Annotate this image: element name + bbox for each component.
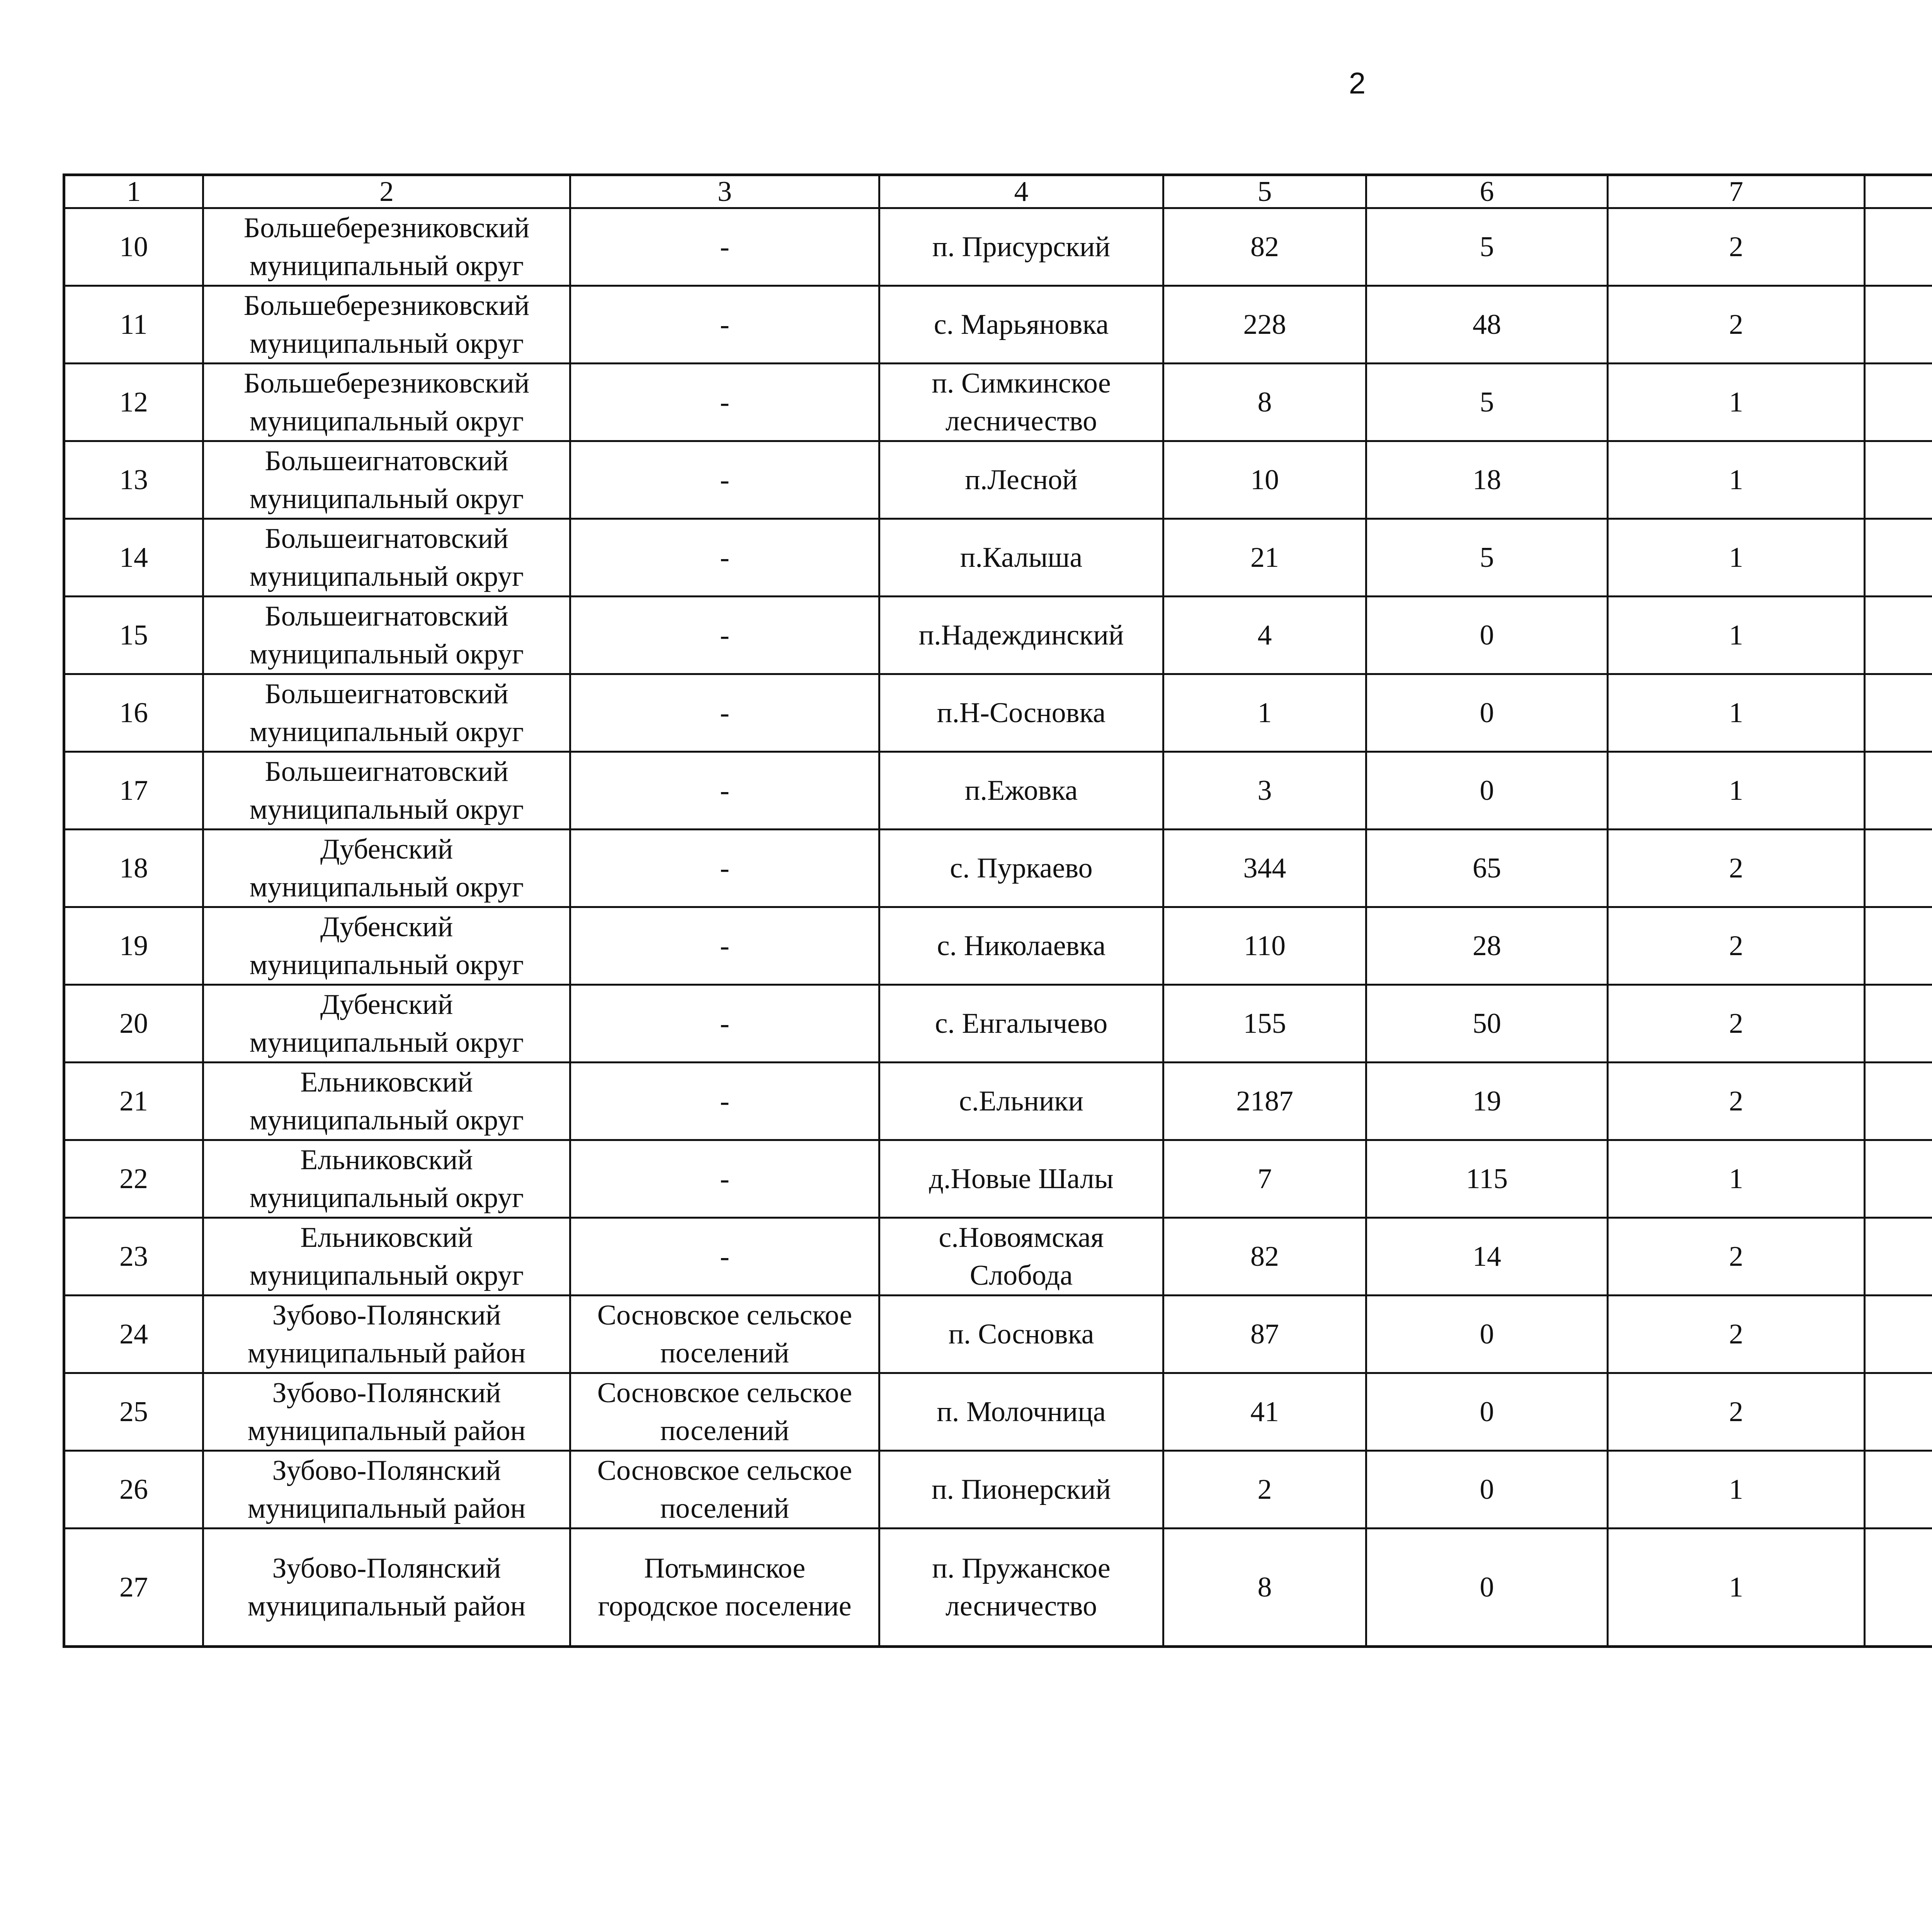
district-cell: Зубово-Полянский муниципальный район [203, 1296, 570, 1373]
value-cell-col8 [1865, 1296, 1932, 1373]
value-cell-col7: 1 [1608, 364, 1865, 441]
value-cell-col5: 7 [1163, 1140, 1366, 1218]
value-cell-col6: 0 [1366, 597, 1608, 674]
table-row [64, 1063, 1932, 1140]
column-header: 5 [1163, 175, 1366, 208]
district-cell: Большеигнатовский муниципальный округ [203, 597, 570, 674]
locality-cell: п.Надеждинский [879, 597, 1163, 674]
table-row [64, 1140, 1932, 1218]
district-cell: Дубенский муниципальный округ [203, 907, 570, 985]
value-cell-col6: 0 [1366, 752, 1608, 830]
district-cell: Дубенский муниципальный округ [203, 985, 570, 1063]
value-cell-col6: 0 [1366, 1529, 1608, 1647]
settlement-cell: - [570, 1140, 879, 1218]
value-cell-col8 [1865, 441, 1932, 519]
row-number-cell: 24 [64, 1296, 203, 1373]
value-cell-col5: 82 [1163, 1218, 1366, 1296]
district-cell: Большеберезниковский муниципальный округ [203, 286, 570, 364]
row-number-cell: 21 [64, 1063, 203, 1140]
value-cell-col8 [1865, 1529, 1932, 1647]
settlement-cell: - [570, 519, 879, 597]
value-cell-col5: 82 [1163, 208, 1366, 286]
value-cell-col7: 2 [1608, 1373, 1865, 1451]
value-cell-col6: 65 [1366, 830, 1608, 907]
value-cell-col5: 2187 [1163, 1063, 1366, 1140]
table-row [64, 1529, 1932, 1647]
district-cell: Зубово-Полянский муниципальный район [203, 1451, 570, 1529]
table-row [64, 286, 1932, 364]
value-cell-col7: 2 [1608, 985, 1865, 1063]
row-number-cell: 10 [64, 208, 203, 286]
settlement-cell: - [570, 1218, 879, 1296]
value-cell-col7: 2 [1608, 830, 1865, 907]
value-cell-col6: 115 [1366, 1140, 1608, 1218]
row-number-cell: 11 [64, 286, 203, 364]
value-cell-col6: 0 [1366, 1451, 1608, 1529]
value-cell-col7: 2 [1608, 1218, 1865, 1296]
settlement-cell: - [570, 985, 879, 1063]
table-row [64, 907, 1932, 985]
value-cell-col8 [1865, 1140, 1932, 1218]
settlement-cell: - [570, 752, 879, 830]
value-cell-col6: 50 [1366, 985, 1608, 1063]
value-cell-col8 [1865, 907, 1932, 985]
value-cell-col8 [1865, 597, 1932, 674]
value-cell-col5: 1 [1163, 674, 1366, 752]
district-cell: Зубово-Полянский муниципальный район [203, 1529, 570, 1647]
locality-cell: п. Пионерский [879, 1451, 1163, 1529]
locality-cell: с. Енгалычево [879, 985, 1163, 1063]
value-cell-col5: 2 [1163, 1451, 1366, 1529]
table-row [64, 674, 1932, 752]
row-number-cell: 22 [64, 1140, 203, 1218]
column-header: 6 [1366, 175, 1608, 208]
row-number-cell: 18 [64, 830, 203, 907]
value-cell-col7: 2 [1608, 907, 1865, 985]
column-header: 2 [203, 175, 570, 208]
row-number-cell: 15 [64, 597, 203, 674]
value-cell-col7: 1 [1608, 1451, 1865, 1529]
row-number-cell: 27 [64, 1529, 203, 1647]
value-cell-col7: 2 [1608, 1296, 1865, 1373]
district-cell: Ельниковский муниципальный округ [203, 1063, 570, 1140]
row-number-cell: 19 [64, 907, 203, 985]
settlement-cell: - [570, 441, 879, 519]
district-cell: Большеигнатовский муниципальный округ [203, 674, 570, 752]
row-number-cell: 16 [64, 674, 203, 752]
column-header: 4 [879, 175, 1163, 208]
table-row [64, 597, 1932, 674]
value-cell-col8 [1865, 364, 1932, 441]
value-cell-col5: 10 [1163, 441, 1366, 519]
locality-cell: с. Николаевка [879, 907, 1163, 985]
district-cell: Ельниковский муниципальный округ [203, 1218, 570, 1296]
page-number: 2 [1349, 66, 1366, 100]
column-number-row [64, 175, 1932, 208]
value-cell-col7: 2 [1608, 1063, 1865, 1140]
value-cell-col6: 5 [1366, 364, 1608, 441]
value-cell-col8 [1865, 1373, 1932, 1451]
settlement-cell: - [570, 286, 879, 364]
settlement-cell: - [570, 364, 879, 441]
locality-cell: п.Калыша [879, 519, 1163, 597]
locality-cell: п. Молочница [879, 1373, 1163, 1451]
value-cell-col5: 87 [1163, 1296, 1366, 1373]
value-cell-col5: 4 [1163, 597, 1366, 674]
value-cell-col7: 1 [1608, 752, 1865, 830]
row-number-cell: 14 [64, 519, 203, 597]
value-cell-col8 [1865, 1218, 1932, 1296]
row-number-cell: 17 [64, 752, 203, 830]
table-row [64, 519, 1932, 597]
locality-cell: д.Новые Шалы [879, 1140, 1163, 1218]
value-cell-col5: 344 [1163, 830, 1366, 907]
settlement-cell: - [570, 208, 879, 286]
district-cell: Большеберезниковский муниципальный округ [203, 208, 570, 286]
value-cell-col7: 1 [1608, 1140, 1865, 1218]
settlement-cell: - [570, 674, 879, 752]
locality-cell: п. Сосновка [879, 1296, 1163, 1373]
settlement-cell: Сосновское сельское поселений [570, 1373, 879, 1451]
value-cell-col6: 18 [1366, 441, 1608, 519]
value-cell-col5: 8 [1163, 364, 1366, 441]
locality-cell: с. Марьяновка [879, 286, 1163, 364]
value-cell-col8 [1865, 985, 1932, 1063]
value-cell-col6: 5 [1366, 519, 1608, 597]
value-cell-col8 [1865, 519, 1932, 597]
table-row [64, 1296, 1932, 1373]
value-cell-col6: 28 [1366, 907, 1608, 985]
settlement-cell: Сосновское сельское поселений [570, 1296, 879, 1373]
value-cell-col8 [1865, 674, 1932, 752]
value-cell-col7: 1 [1608, 1529, 1865, 1647]
value-cell-col8 [1865, 1063, 1932, 1140]
locality-cell: п.Лесной [879, 441, 1163, 519]
table-row [64, 364, 1932, 441]
value-cell-col5: 8 [1163, 1529, 1366, 1647]
district-cell: Ельниковский муниципальный округ [203, 1140, 570, 1218]
settlement-cell: Сосновское сельское поселений [570, 1451, 879, 1529]
value-cell-col6: 14 [1366, 1218, 1608, 1296]
table-row [64, 441, 1932, 519]
table-row [64, 1218, 1932, 1296]
value-cell-col5: 41 [1163, 1373, 1366, 1451]
value-cell-col5: 228 [1163, 286, 1366, 364]
settlement-cell: - [570, 597, 879, 674]
value-cell-col7: 1 [1608, 441, 1865, 519]
column-header [1865, 175, 1932, 208]
settlement-cell: - [570, 1063, 879, 1140]
locality-cell: с.Новоямская Слобода [879, 1218, 1163, 1296]
table-row [64, 1451, 1932, 1529]
value-cell-col8 [1865, 286, 1932, 364]
table-row [64, 752, 1932, 830]
value-cell-col7: 1 [1608, 674, 1865, 752]
value-cell-col6: 48 [1366, 286, 1608, 364]
district-cell: Зубово-Полянский муниципальный район [203, 1373, 570, 1451]
value-cell-col6: 0 [1366, 1296, 1608, 1373]
row-number-cell: 23 [64, 1218, 203, 1296]
settlement-cell: - [570, 907, 879, 985]
table-row [64, 1373, 1932, 1451]
value-cell-col5: 155 [1163, 985, 1366, 1063]
row-number-cell: 25 [64, 1373, 203, 1451]
column-header: 7 [1608, 175, 1865, 208]
table-row [64, 208, 1932, 286]
data-table [63, 173, 1932, 1648]
locality-cell: с. Пуркаево [879, 830, 1163, 907]
value-cell-col7: 2 [1608, 286, 1865, 364]
locality-cell: п.Н-Сосновка [879, 674, 1163, 752]
value-cell-col7: 1 [1608, 519, 1865, 597]
value-cell-col5: 3 [1163, 752, 1366, 830]
value-cell-col7: 2 [1608, 208, 1865, 286]
district-cell: Большеигнатовский муниципальный округ [203, 441, 570, 519]
row-number-cell: 26 [64, 1451, 203, 1529]
locality-cell: п. Пружанское лесничество [879, 1529, 1163, 1647]
value-cell-col8 [1865, 1451, 1932, 1529]
value-cell-col6: 0 [1366, 1373, 1608, 1451]
value-cell-col8 [1865, 752, 1932, 830]
row-number-cell: 13 [64, 441, 203, 519]
value-cell-col8 [1865, 830, 1932, 907]
value-cell-col7: 1 [1608, 597, 1865, 674]
district-cell: Большеигнатовский муниципальный округ [203, 519, 570, 597]
locality-cell: п. Симкинское лесничество [879, 364, 1163, 441]
locality-cell: п. Присурский [879, 208, 1163, 286]
value-cell-col5: 110 [1163, 907, 1366, 985]
value-cell-col5: 21 [1163, 519, 1366, 597]
column-header: 1 [64, 175, 203, 208]
settlement-cell: - [570, 830, 879, 907]
value-cell-col6: 5 [1366, 208, 1608, 286]
district-cell: Большеигнатовский муниципальный округ [203, 752, 570, 830]
table-row [64, 985, 1932, 1063]
row-number-cell: 20 [64, 985, 203, 1063]
table-row [64, 830, 1932, 907]
settlement-cell: Потьминское городское поселение [570, 1529, 879, 1647]
value-cell-col6: 19 [1366, 1063, 1608, 1140]
row-number-cell: 12 [64, 364, 203, 441]
value-cell-col8 [1865, 208, 1932, 286]
district-cell: Дубенский муниципальный округ [203, 830, 570, 907]
value-cell-col6: 0 [1366, 674, 1608, 752]
locality-cell: п.Ежовка [879, 752, 1163, 830]
locality-cell: с.Ельники [879, 1063, 1163, 1140]
district-cell: Большеберезниковский муниципальный округ [203, 364, 570, 441]
column-header: 3 [570, 175, 879, 208]
